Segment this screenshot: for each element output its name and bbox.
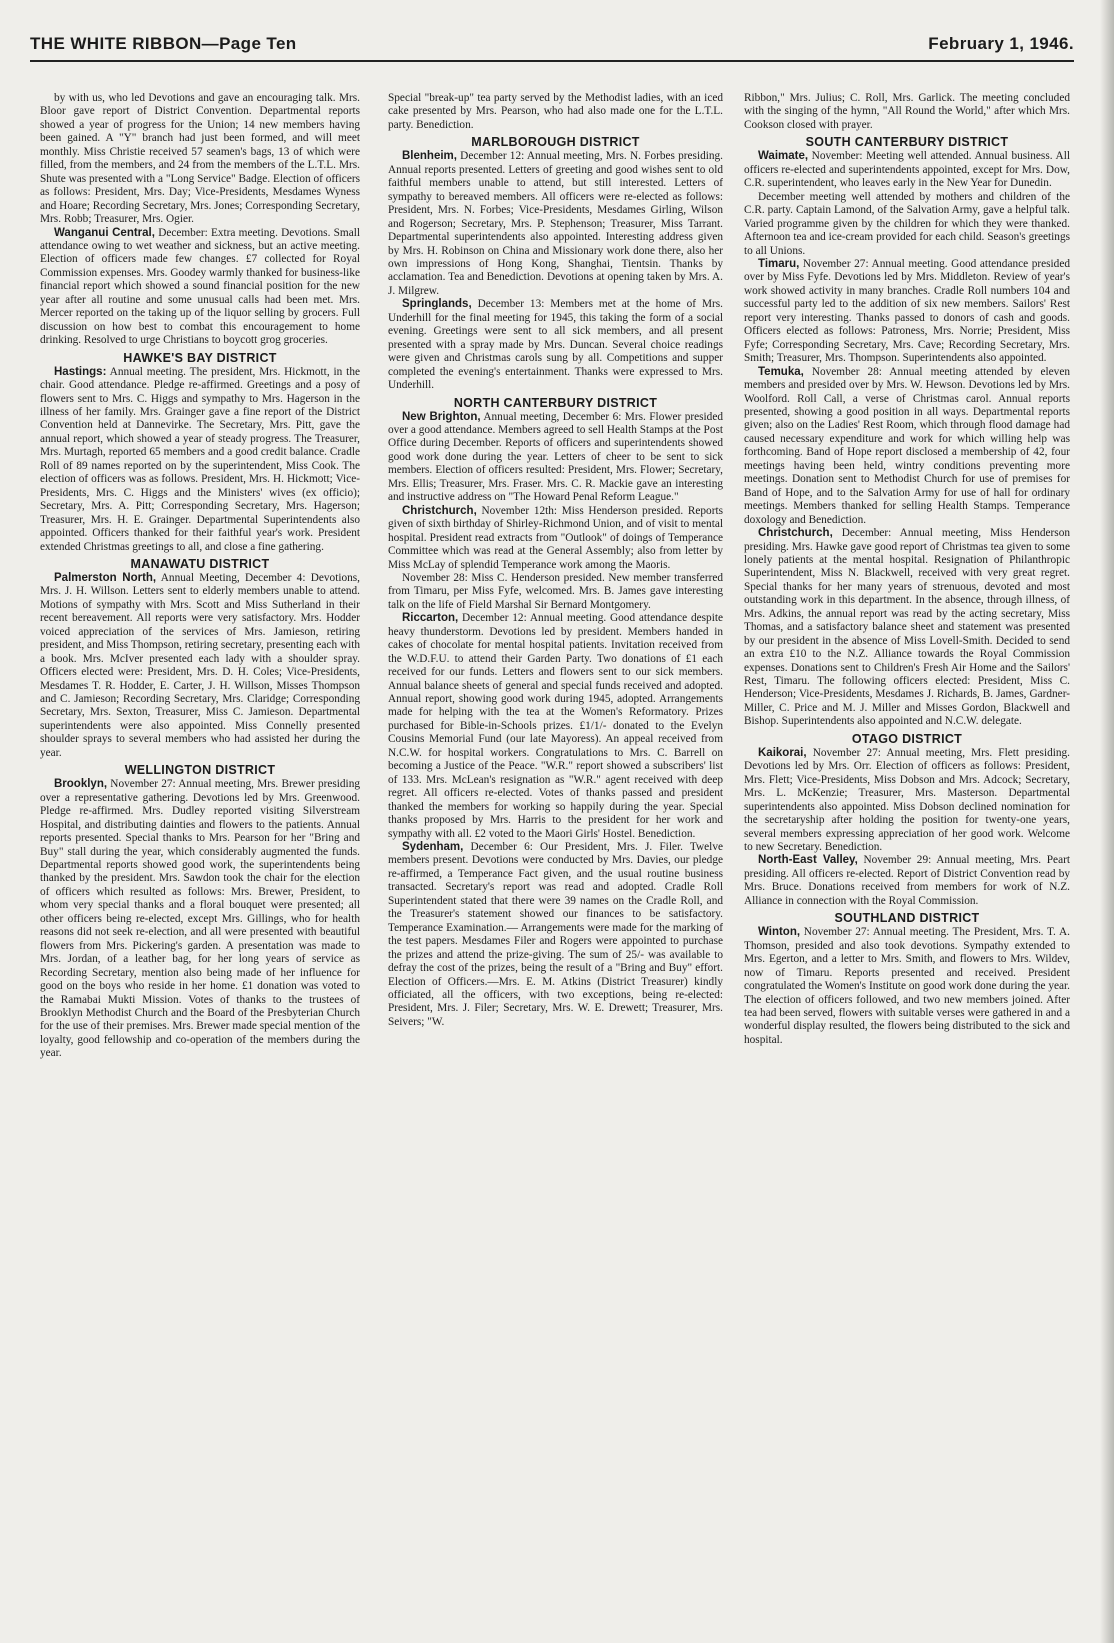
issue-date: February 1, 1946.: [928, 34, 1074, 53]
report-paragraph: [388, 572, 723, 612]
report-paragraph: [744, 150, 1070, 190]
report-text: December 13: Members met at the home of Mrs. Underhill for the final meeting for 1945, this taking the form of a social evening. Greetings were sent to all sick members, and all present presented with a spray made by Mrs. Duncan. Several choice readings were given and Christmas carols sung by all. Competitions and supper completed the evening's entertainment. Thanks were expressed to Mrs. Underhill.: [388, 298, 723, 392]
report-text: November 28: Annual meeting attended by eleven members and presided over by Mrs. W. Hewson. Devotions led by Mrs. Woolford. Roll Call, a verse of Christmas carol. Annual reports presented, showing a good position in all ways. Departmental reports given; also on the Ladies' Rest Room, which through flood damage had caused necessary expenditure and work for which willing help was forthcoming. Band of Hope report disclosed a membership of 42, four meetings having been held, wintry conditions preventing more meetings. Donation sent to Methodist Church for use of premises for Band of Hope, and to the Salvation Army for use of hall for ordinary meetings. Members thanked for selling Health Stamps. Temperance doxology and Benediction.: [744, 365, 1070, 526]
page-header: [30, 30, 1074, 62]
report-paragraph: [744, 366, 1070, 527]
report-paragraph: [40, 92, 360, 227]
branch-name: Christchurch,: [758, 527, 833, 540]
report-text: November 29: Annual meeting, Mrs. Peart presiding. All officers re-elected. Report of District Convention read by Mrs. Bruce. Donations received from members for work of N.Z. Alliance in connection with the Royal Commission.: [744, 854, 1070, 907]
report-paragraph: [40, 572, 360, 760]
branch-name: Wanganui Central,: [54, 226, 155, 239]
report-text: Ribbon," Mrs. Julius; C. Roll, Mrs. Garlick. The meeting concluded with the singing of the hymn, "All Round the World," after which Mrs. Cookson closed with prayer.: [744, 92, 1070, 131]
branch-name: Palmerston North,: [54, 571, 157, 584]
report-paragraph: [744, 258, 1070, 366]
text-column-3: [744, 92, 1070, 1627]
report-text: November 27: Annual meeting, Mrs. Brewer presiding over a representative gathering. Devotions led by Mrs. Greenwood. Pledge re-affirmed. Mrs. Dudley reported visiting Silverstream Hospital, and distributing dainties and flowers to the patients. Annual reports presented. Special thanks to Mrs. Pearson for her "Bring and Buy" stall during the year, which considerably augmented the funds. Departmental reports showed good work, the superintendents being thanked by the president. Mrs. Sawdon took the chair for the election of officers which resulted as follows: Mrs. Brewer, President, to whom very special thanks and a floral bouquet were presented; all other officers being re-elected, except Mrs. Gillings, who for health reasons did not seek re-election, and all were presented with beautiful flowers from Mrs. Pickering's garden. A presentation was made to Mrs. Jordan, of a leather bag, for her long years of service as Recording Secretary, mention also being made of her influence for good on the boys who reside in her home. £1 donation was voted to the Ramabai Mukti Mission. Votes of thanks to the trustees of Brooklyn Methodist Church and the Board of the Presbyterian Church for the use of their premises. Mrs. Brewer made special mention of the loyalty, good fellowship and co-operation of the members during the year.: [40, 778, 360, 1060]
report-paragraph: [40, 227, 360, 348]
report-paragraph: [40, 778, 360, 1061]
branch-name: Waimate,: [758, 150, 809, 163]
district-heading: SOUTH CANTERBURY DISTRICT: [805, 135, 1009, 150]
branch-name: Blenheim,: [402, 150, 457, 163]
running-title: THE WHITE RIBBON—Page Ten: [30, 34, 297, 53]
branch-name: Winton,: [758, 926, 801, 939]
report-paragraph: [744, 854, 1070, 908]
text-column-1: [40, 92, 360, 1627]
report-text: November 27: Annual meeting, Mrs. Flett presiding. Devotions led by Mrs. Orr. Election of officers as follows: President, Mrs. Flett; Vice-Presidents, Miss Dobson and Mrs. Adcock; Secretary, Mrs. L. McKenzie; Treasurer, Mrs. Masterson. Departmental superintendents also appointed. Miss Dobson declined nomination for the secretaryship after holding the position for twenty-one years, several members expressing appreciation of her good work. Welcome to new Secretary. Benediction.: [744, 746, 1070, 854]
branch-name: Kaikorai,: [758, 746, 807, 759]
branch-name: Christchurch,: [402, 504, 477, 517]
page-edge-shadow: [1100, 0, 1114, 1643]
report-text: Special "break-up" tea party served by the Methodist ladies, with an iced cake presented by Mrs. Pearson, who had also made one for the L.T.L. party. Benediction.: [388, 92, 723, 131]
district-heading: HAWKE'S BAY DISTRICT: [123, 350, 277, 365]
district-heading: SOUTHLAND DISTRICT: [834, 911, 980, 926]
report-text: December meeting well attended by mothers and children of the C.R. party. Captain Lamond, of the Salvation Army, gave a helpful talk. Varied programme given by the children for which they were thanked. Afternoon tea and ice-cream provided for each child. Season's greetings to all Unions.: [744, 190, 1070, 257]
district-heading: MANAWATU DISTRICT: [130, 556, 270, 571]
report-text: by with us, who led Devotions and gave an encouraging talk. Mrs. Bloor gave report of District Convention. Departmental reports showed a year of progress for the Union; 14 new members having been gained. A "Y" branch had just been formed, and will meet monthly. Miss Christie received 57 seamen's bags, 13 of which were filled, from the members, and 24 from the members of the L.T.L. Mrs. Shute was presented with a "Long Service" Badge. Election of officers as follows: President, Mrs. Day; Vice-Presidents, Mesdames Wyness and Hoare; Recording Secretary, Mrs. Jones; Corresponding Secretary, Mrs. Robb; Treasurer, Mrs. Ogier.: [40, 92, 360, 226]
branch-name: Timaru,: [758, 257, 800, 270]
report-paragraph: [388, 505, 723, 572]
report-paragraph: [744, 926, 1070, 1047]
branch-name: New Brighton,: [402, 410, 481, 423]
report-paragraph: [744, 527, 1070, 729]
report-paragraph: [388, 612, 723, 841]
report-text: December 12: Annual meeting, Mrs. N. Forbes presiding. Annual reports presented. Letters of greeting and good wishes sent to old faithful members unable to attend, but still interested. Letters of sympathy to bereaved members. All officers were re-elected as follows: President, Mrs. N. Forbes; Vice-Presidents, Mesdames Girling, Wilson and Rogerson; Secretary, Mrs. P. Stephenson; Treasurer, Miss Tarrant. Departmental superintendents also appointed. Interesting address given by Mrs. H. Robinson on China and Missionary work done there, also her own impressions of Hong Kong, Shanghai, Tientsin. Thanks by acclamation. Tea and Benediction. Devotions at opening taken by Mrs. A. J. Milgrew.: [388, 150, 723, 297]
text-column-2: [388, 92, 723, 1627]
branch-name: North-East Valley,: [758, 854, 858, 867]
report-text: Annual meeting, December 6: Mrs. Flower presided over a good attendance. Members agreed to sell Health Stamps at the Post Office during December. Reports of officers and superintendents showed good work done during the year. Letters of cheer to be sent to sick members. Election of officers resulted: President, Mrs. Flower; Secretary, Mrs. Ellis; Treasurer, Mrs. Fraser. Mrs. C. R. Mackie gave an interesting and instructive address on "The Howard Penal Reform League.": [388, 410, 723, 504]
report-paragraph: [744, 747, 1070, 855]
branch-name: Temuka,: [758, 365, 804, 378]
report-text: November 12th: Miss Henderson presided. Reports given of sixth birthday of Shirley-Richmond Union, and of visit to mental hospital. President read extracts from "Outlook" of doings of Temperance Committee which was read at the General Assembly; also from letter by Miss McLay of splendid Temperance work among the Maoris.: [388, 504, 723, 571]
district-heading: NORTH CANTERBURY DISTRICT: [453, 395, 658, 410]
report-text: December: Annual meeting, Miss Henderson presiding. Mrs. Hawke gave good report of Christmas tea given to some lonely patients at the mental hospital. Resignation of Philanthropic Superintendent, Miss N. Blackwell, received with very great regret. Special thanks for her many years of strenuous, devoted and most outstanding work in this department. In the absence, through illness, of Mrs. Adkins, the annual report was read by the acting secretary, Miss Thomas, and a satisfactory balance sheet and statement was presented by our president in the absence of Miss Lovell-Smith. Decided to send an extra £10 to the N.Z. Alliance towards the Royal Commission expenses. Donations sent to Children's Fresh Air Home and the Sailors' Rest, Timaru. The following officers elected: President, Miss C. Henderson; Vice-Presidents, Mesdames J. Richards, B. James, Gardner-Miller, C. Price and M. J. Miller and Misses Gordon, Blackwell and Bishop. Superintendents also appointed and N.C.W. delegate.: [744, 527, 1070, 728]
report-paragraph: [744, 92, 1070, 132]
branch-name: Sydenham,: [402, 841, 464, 854]
report-paragraph: [388, 841, 723, 1029]
report-paragraph: [388, 150, 723, 298]
report-text: December 6: Our President, Mrs. J. Filer. Twelve members present. Devotions were conducted by Mrs. Davies, our pledge re-affirmed, a Temperance Fact given, and the usual routine business transacted. Secretary's report was read and adopted. Cradle Roll Superintendent stated that there were 39 names on the Cradle Roll, and the Treasurer's statement showed our finances to be satisfactory. Temperance Examination.— Arrangements were made for the marking of the test papers. Mesdames Filer and Rogers were appointed to purchase the prizes and attend the prize-giving. The sum of 25/- was available to defray the cost of the prizes, being the result of a "Bring and Buy" effort. Election of Officers.—Mrs. E. M. Atkins (District Treasurer) kindly officiated, all the officers, with two exceptions, being re-elected: President, Mrs. J. Filer; Secretary, Mrs. W. E. Drewett; Treasurer, Mrs. Seivers; "W.: [388, 841, 723, 1028]
district-heading: WELLINGTON DISTRICT: [124, 763, 276, 778]
district-heading: MARLBOROUGH DISTRICT: [471, 135, 640, 150]
branch-name: Brooklyn,: [54, 778, 108, 791]
report-paragraph: [388, 92, 723, 132]
report-text: Annual Meeting, December 4: Devotions, Mrs. J. H. Willson. Letters sent to elderly members unable to attend. Motions of sympathy with Mrs. Scott and Miss Sutherland in their recent bereavement. All reports were very satisfactory. Mrs. Hodder voiced appreciation of the services of Mrs. Jamieson, retiring president, and Miss Thompson, retiring secretary, presenting each with a book. Mrs. McIver presented each lady with a shoulder spray. Officers elected were: President, Mrs. D. H. Coles; Vice-Presidents, Mesdames T. R. Hodder, E. Carter, J. H. Willson, Misses Thompson and C. Jamieson; Recording Secretary, Mrs. Claridge; Corresponding Secretary, Mrs. Sexton, Treasurer, Miss C. Jamieson. Departmental superintendents were also appointed. Miss Connelly presented shoulder sprays to several members who had assisted her during the year.: [40, 571, 360, 759]
report-text: November 27: Annual meeting. Good attendance presided over by Miss Fyfe. Devotions led by Mrs. Middleton. Review of year's work showed activity in many branches. Cradle Roll numbers 104 and successful party led to the addition of six new members. Sailors' Rest report very interesting. Thanks passed to donors of cash and goods. Officers elected as follows: Patroness, Mrs. Norrie; President, Miss Fyfe; Corresponding Secretary, Mrs. Cave; Recording Secretary, Mrs. Smith; Treasurer, Mrs. Thompson. Superintendents also appointed.: [744, 257, 1070, 365]
report-paragraph: [388, 411, 723, 505]
report-text: Annual meeting. The president, Mrs. Hickmott, in the chair. Good attendance. Pledge re-affirmed. Greetings and a posy of flowers sent to Mrs. C. Higgs and sympathy to Mrs. Hagerson in the illness of her family. Mrs. Grainger gave a fine report of the District Convention held at Dannevirke. The Secretary, Mrs. Pitt, gave the annual report, which showed a year of steady progress. The Treasurer, Mrs. Murtagh, reported 65 members and a good credit balance. Cradle Roll of 89 names reported on by the superintendent, Miss Cook. The election of officers was as follows. President, Mrs. H. Hickmott; Vice-Presidents, Mrs. C. Higgs and the Ministers' wives (ex officio); Secretary, Mrs. A. Pitt; Corresponding Secretary, Mrs. Hagerson; Treasurer, Mrs. H. E. Grainger. Departmental Superintendents also appointed. Officers thanked for their faithful year's work. President extended Christmas greetings to all, and close a fine gathering.: [40, 365, 360, 553]
report-text: November 27: Annual meeting. The President, Mrs. T. A. Thomson, presided and also took devotions. Sympathy extended to Mrs. Egerton, and a letter to Mrs. Smith, and flowers to Mrs. Wildev, now of Timaru. Reports presented and received. President congratulated the Women's Institute on good work done during the year. The election of officers followed, and two new members joined. After tea had been served, flowers with suitable verses were gathered in and a wonderful display resulted, the flowers being distributed to the sick and hospital.: [744, 926, 1070, 1046]
report-text: November: Meeting well attended. Annual business. All officers re-elected and superintendents appointed, except for Mrs. Dow, C.R. superintendent, who leaves early in the New Year for Dunedin.: [744, 150, 1070, 190]
report-paragraph: [744, 191, 1070, 258]
branch-name: Riccarton,: [402, 612, 459, 625]
report-paragraph: [40, 366, 360, 554]
branch-name: Hastings:: [54, 365, 107, 378]
branch-name: Springlands,: [402, 298, 472, 311]
report-text: November 28: Miss C. Henderson presided. New member transferred from Timaru, per Miss Fyfe, welcomed. Mrs. B. James gave interesting talk on the life of Field Marshal Sir Bernard Montgomery.: [388, 571, 723, 611]
report-paragraph: [388, 298, 723, 392]
district-heading: OTAGO DISTRICT: [851, 731, 963, 746]
report-text: December: Extra meeting. Devotions. Small attendance owing to wet weather and sickness, but an active meeting. Election of officers made few changes. £7 collected for Royal Commission expenses. Mrs. Goodey warmly thanked for business-like financial report which showed a sound financial position for the new year after all routine and some unusual calls had been met. Mrs. Mercer reported on the taking up of the liquor selling by grocers. Full discussion on how best to combat this encouragement to home drinking. Resolved to urge Christians to boycott grog groceries.: [40, 226, 360, 347]
report-text: December 12: Annual meeting. Good attendance despite heavy thunderstorm. Devotions led by president. Members handed in cakes of chocolate for mental hospital patients. Invitation received from the W.D.F.U. to attend their Garden Party. Two donations of £1 each received for our funds. Letters and flowers sent to our sick members. Annual balance sheets of general and special funds received and adopted. Annual report, showing good work during 1945, adopted. Arrangements made for helping with the tea at the Women's Reformatory. Prizes purchased for Bible-in-Schools prizes. £1/1/- donated to the Evelyn Cousins Memorial Fund (our late Mayoress). An appeal received from N.C.W. for hospital workers. Congratulations to Mrs. C. Barrell on becoming a Justice of the Peace. "W.R." report showed a subscribers' list of 133. Mrs. McLean's resignation as "W.R." agent received with deep regret. All officers re-elected. Votes of thanks passed and president thanked the members for working so happily during the year. Special thanks proposed by Mrs. Harris to the president for her work and sympathy with all. £2 voted to the Maori Girls' Hostel. Benediction.: [388, 612, 723, 840]
